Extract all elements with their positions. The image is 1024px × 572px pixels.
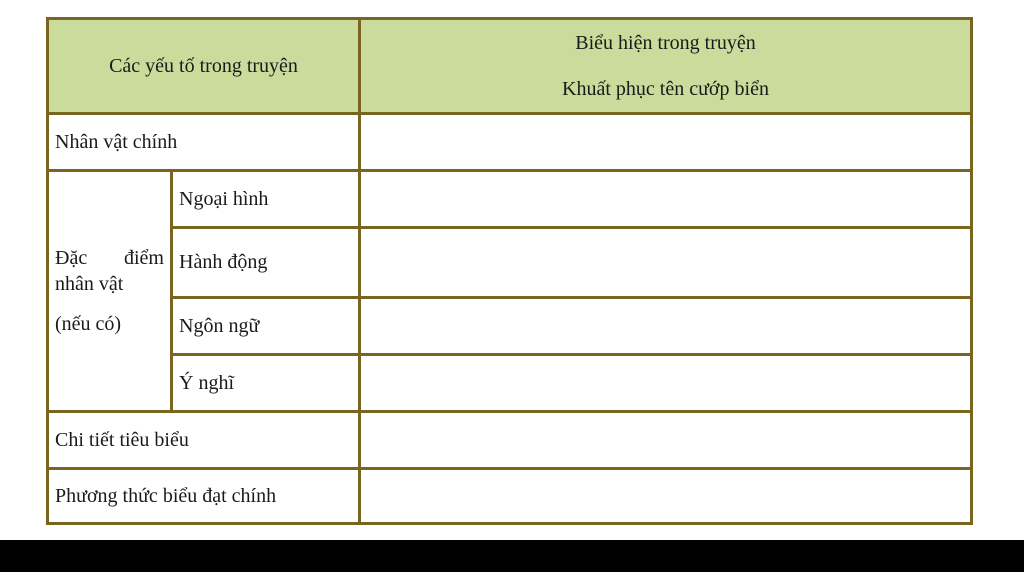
- page-bottom-bar: [0, 540, 1024, 572]
- table-row-expression-method: [48, 469, 972, 524]
- answer-language: [360, 298, 972, 355]
- label-expression-method: Phương thức biểu đạt chính: [48, 469, 360, 524]
- label-thought: Ý nghĩ: [172, 355, 360, 412]
- label-language: Ngôn ngữ: [172, 298, 360, 355]
- header-expression-cell: [360, 19, 972, 114]
- table-row-language: [48, 298, 972, 355]
- header-elements-cell: [48, 19, 360, 114]
- group-label-line2: nhân vật: [55, 273, 124, 295]
- group-label-word2: điểm: [124, 247, 164, 269]
- header-row: [48, 19, 972, 114]
- answer-appearance: [360, 171, 972, 228]
- answer-thought: [360, 355, 972, 412]
- table-row-appearance: [48, 171, 972, 228]
- answer-expression-method: [360, 469, 972, 524]
- table-row-action: [48, 228, 972, 298]
- answer-typical-detail: [360, 412, 972, 469]
- table-row-thought: [48, 355, 972, 412]
- answer-main-character: [360, 114, 972, 171]
- label-action: Hành động: [172, 228, 360, 298]
- group-label-word1: Đặc: [55, 247, 88, 269]
- group-label-line3: (nếu có): [55, 313, 122, 335]
- label-appearance: Ngoại hình: [172, 171, 360, 228]
- header-story-title: Khuất phục tên cướp biển: [562, 78, 769, 100]
- label-main-character: Nhân vật chính: [48, 114, 360, 171]
- answer-action: [360, 228, 972, 298]
- label-character-traits: [48, 171, 172, 412]
- header-elements-label: Các yếu tố trong truyện: [109, 54, 298, 77]
- header-expression-title: Biểu hiện trong truyện: [575, 32, 756, 54]
- story-elements-table: [46, 17, 973, 525]
- table-row-main-character: [48, 114, 972, 171]
- table-row-typical-detail: [48, 412, 972, 469]
- label-typical-detail: Chi tiết tiêu biểu: [48, 412, 360, 469]
